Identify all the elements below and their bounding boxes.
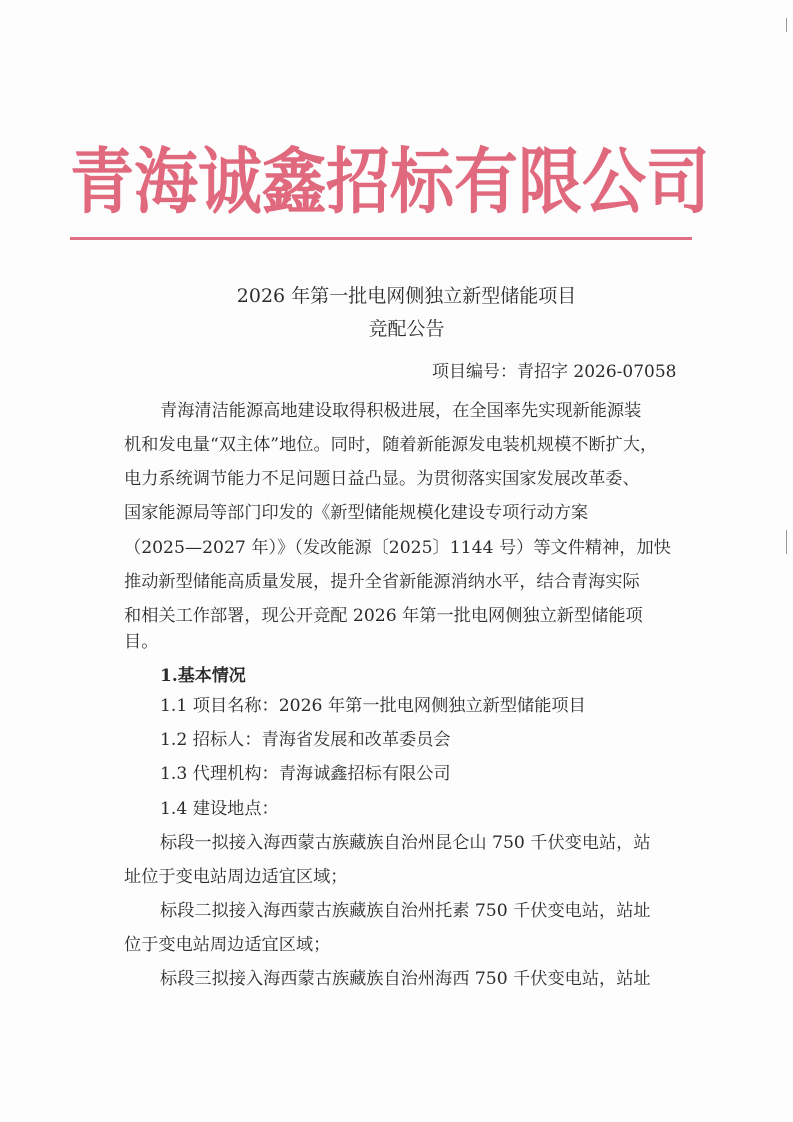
page-edge-mark: [786, 530, 787, 554]
site-description-line: 标段三拟接入海西蒙古族藏族自治州海西 750 千伏变电站，站址: [160, 969, 651, 989]
section-heading: 1.基本情况: [160, 666, 246, 686]
site-description-line: 位于变电站周边适宜区域；: [124, 935, 331, 955]
document-title-line-1: 2026 年第一批电网侧独立新型储能项目: [236, 285, 577, 307]
project-number: 项目编号：青招字 2026-07058: [432, 362, 677, 382]
document-title-line-2: 竞配公告: [368, 318, 445, 340]
section-item: 1.4 建设地点：: [160, 799, 279, 819]
site-description-line: 标段二拟接入海西蒙古族藏族自治州托素 750 千伏变电站，站址: [160, 901, 651, 921]
section-item: 1.3 代理机构：青海诚鑫招标有限公司: [160, 764, 451, 784]
intro-paragraph-line: （2025—2027 年）》（发改能源〔2025〕1144 号）等文件精神，加快: [124, 538, 671, 558]
section-item: 1.1 项目名称：2026 年第一批电网侧独立新型储能项目: [160, 696, 586, 716]
site-description-line: 标段一拟接入海西蒙古族藏族自治州昆仑山 750 千伏变电站，站: [160, 833, 651, 853]
intro-paragraph-line: 和相关工作部署，现公开竞配 2026 年第一批电网侧独立新型储能项: [124, 606, 643, 626]
intro-paragraph-line: 机和发电量“双主体”地位。同时，随着新能源发电装机规模不断扩大，: [124, 435, 658, 455]
section-item: 1.2 招标人：青海省发展和改革委员会: [160, 730, 451, 750]
letterhead-rule: [70, 237, 692, 240]
intro-paragraph-line: 目。: [124, 632, 159, 652]
letterhead-company-name: 青海诚鑫招标有限公司: [70, 141, 710, 225]
site-description-line: 址位于变电站周边适宜区域；: [124, 867, 348, 887]
intro-paragraph-line: 电力系统调节能力不足问题日益凸显。为贯彻落实国家发展改革委、: [124, 469, 640, 489]
page-edge-mark: [786, 18, 787, 32]
intro-paragraph-line: 推动新型储能高质量发展，提升全省新能源消纳水平，结合青海实际: [124, 572, 640, 592]
intro-paragraph-line: 青海清洁能源高地建设取得积极进展，在全国率先实现新能源装: [160, 401, 642, 421]
intro-paragraph-line: 国家能源局等部门印发的《新型储能规模化建设专项行动方案: [124, 503, 589, 523]
